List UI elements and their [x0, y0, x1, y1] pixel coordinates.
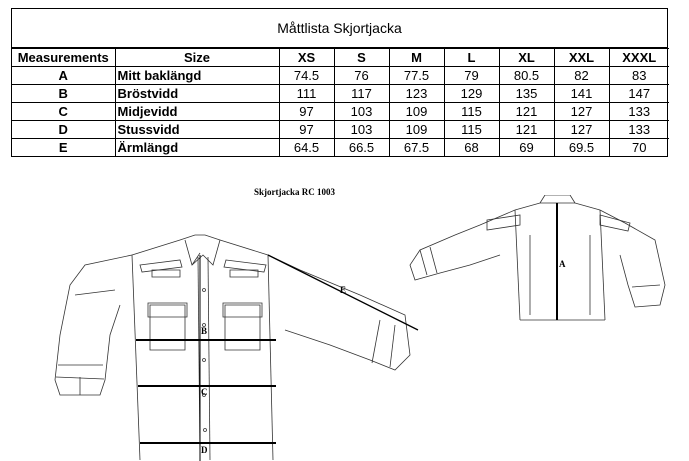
measurement-name: Stussvidd [115, 121, 279, 139]
header-size: Size [115, 49, 279, 67]
table-cell: 121 [499, 103, 554, 121]
shirt-jacket-diagram [0, 195, 689, 461]
label-c: C [201, 387, 208, 397]
label-d: D [201, 445, 208, 455]
measurement-name: Mitt baklängd [115, 67, 279, 85]
table-cell: 121 [499, 121, 554, 139]
table-cell: 97 [279, 103, 334, 121]
table-row [12, 103, 669, 121]
table-cell: 76 [334, 67, 389, 85]
table-cell: 77.5 [389, 67, 444, 85]
table-cell: 82 [554, 67, 609, 85]
size-chart-title: Måttlista Skjortjacka [12, 9, 667, 48]
table-cell: 109 [389, 103, 444, 121]
table-cell: 80.5 [499, 67, 554, 85]
header-size-xxxl: XXXL [609, 49, 669, 67]
table-cell: 117 [334, 85, 389, 103]
label-a: A [559, 259, 566, 269]
table-cell: 67.5 [389, 139, 444, 157]
table-cell: 115 [444, 121, 499, 139]
measurement-name: Midjevidd [115, 103, 279, 121]
table-cell: 103 [334, 121, 389, 139]
table-cell: 127 [554, 103, 609, 121]
table-row [12, 85, 669, 103]
label-b: B [201, 326, 208, 336]
header-size-m: M [389, 49, 444, 67]
table-cell: 115 [444, 103, 499, 121]
table-row [12, 121, 669, 139]
header-size-xl: XL [499, 49, 554, 67]
size-chart [11, 8, 668, 157]
back-view-illustration [410, 195, 665, 320]
front-view-illustration [55, 235, 410, 460]
measurement-code: A [12, 67, 115, 85]
measurement-code: B [12, 85, 115, 103]
table-cell: 68 [444, 139, 499, 157]
table-cell: 64.5 [279, 139, 334, 157]
front-measurement-lines [136, 255, 276, 461]
table-cell: 127 [554, 121, 609, 139]
header-row [12, 49, 669, 67]
table-row [12, 67, 669, 85]
table-cell: 69 [499, 139, 554, 157]
diagram-caption: Skjortjacka RC 1003 [254, 187, 335, 197]
measurement-name: Bröstvidd [115, 85, 279, 103]
table-cell: 74.5 [279, 67, 334, 85]
table-cell: 83 [609, 67, 669, 85]
table-cell: 69.5 [554, 139, 609, 157]
header-measurements: Measurements [12, 49, 115, 67]
table-cell: 97 [279, 121, 334, 139]
measurement-code: E [12, 139, 115, 157]
table-cell: 135 [499, 85, 554, 103]
header-size-s: S [334, 49, 389, 67]
measurement-code: D [12, 121, 115, 139]
table-cell: 66.5 [334, 139, 389, 157]
table-cell: 103 [334, 103, 389, 121]
table-cell: 79 [444, 67, 499, 85]
header-size-xxl: XXL [554, 49, 609, 67]
measurement-name: Ärmlängd [115, 139, 279, 157]
header-size-xs: XS [279, 49, 334, 67]
table-cell: 141 [554, 85, 609, 103]
header-size-l: L [444, 49, 499, 67]
label-e: E [340, 285, 347, 295]
table-cell: 111 [279, 85, 334, 103]
table-cell: 109 [389, 121, 444, 139]
size-table [12, 48, 669, 156]
table-cell: 133 [609, 103, 669, 121]
table-cell: 129 [444, 85, 499, 103]
table-cell: 70 [609, 139, 669, 157]
table-row [12, 139, 669, 157]
table-cell: 123 [389, 85, 444, 103]
table-cell: 147 [609, 85, 669, 103]
measurement-code: C [12, 103, 115, 121]
table-cell: 133 [609, 121, 669, 139]
